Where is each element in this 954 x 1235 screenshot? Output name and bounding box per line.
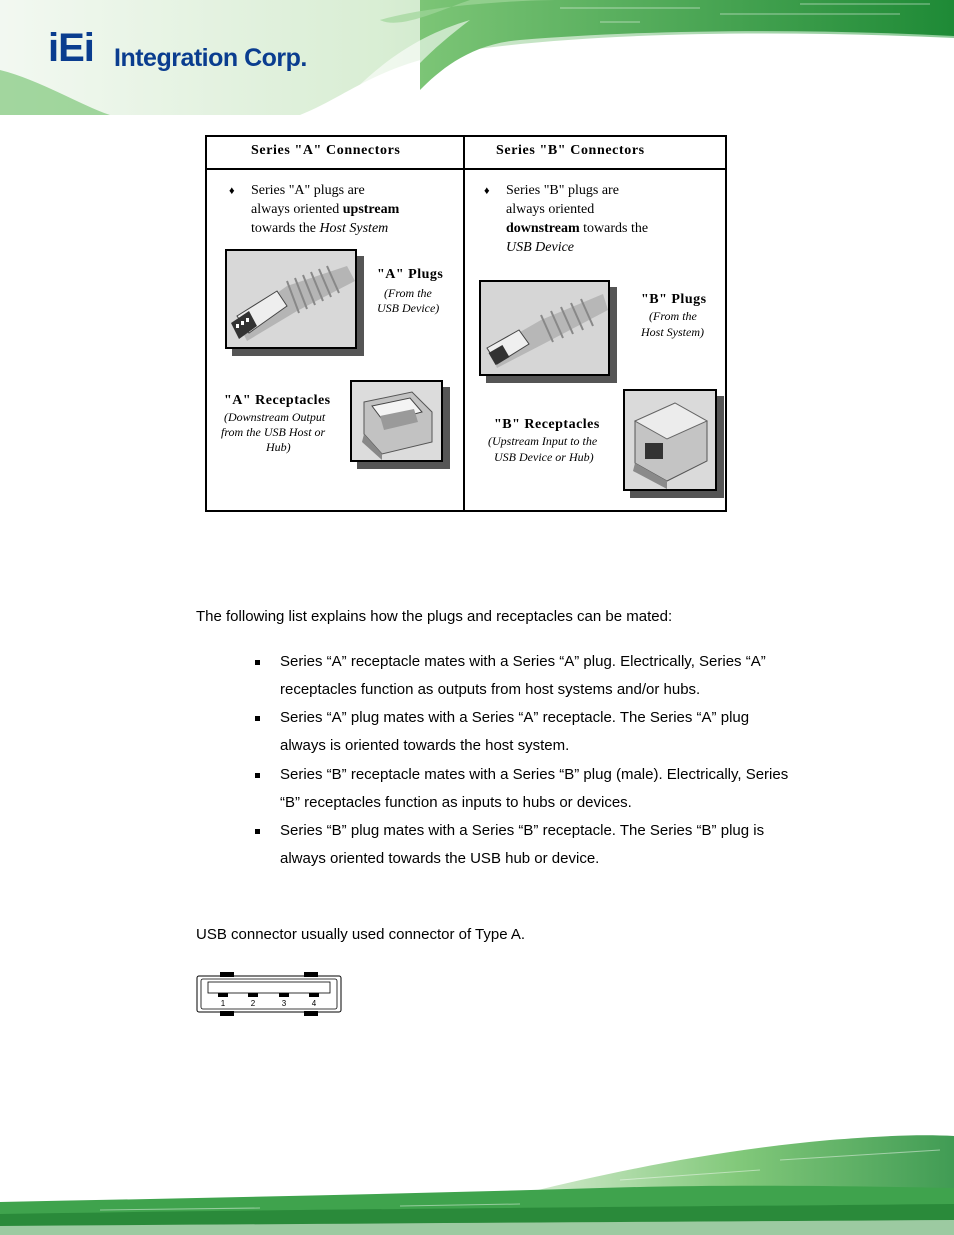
desc-text: always oriented [251, 202, 343, 217]
a-receptacle-photo [350, 380, 443, 462]
square-bullet-icon [255, 773, 260, 778]
intro-paragraph: The following list explains how the plugs and receptacles can be mated: [196, 608, 673, 625]
b-receptacle-sub: (Upstream Input to the [488, 434, 598, 448]
a-receptacle-image [352, 382, 441, 460]
list-line: Series “A” plug mates with a Series “A” receptacle. The Series “A” plug [280, 709, 750, 726]
b-receptacle-sub: USB Device or Hub) [494, 450, 594, 464]
figure-header-rule-right [463, 168, 727, 170]
a-plug-photo [225, 249, 357, 349]
pin-label: 1 [220, 999, 226, 1008]
pin-label: 4 [311, 999, 317, 1008]
list-line: always oriented towards the USB hub or device. [280, 850, 600, 867]
logo-mark: iEi [48, 26, 94, 70]
b-plug-photo [479, 280, 610, 376]
a-receptacle-sub: (Downstream Output [224, 410, 326, 424]
desc-line: always oriented [506, 202, 595, 217]
pin-label: 3 [281, 999, 287, 1008]
figure-divider [463, 135, 465, 512]
a-receptacle-title: "A" Receptacles [224, 393, 331, 408]
a-receptacle-sub: from the USB Host or [221, 425, 326, 439]
a-plug-sub: (From the [384, 286, 432, 300]
footer-banner [0, 1130, 954, 1235]
bullet-diamond-icon: ♦ [484, 185, 490, 197]
list-line: receptacles function as outputs from host systems and/or hubs. [280, 681, 701, 698]
desc-text: towards the [251, 221, 320, 236]
desc-line [251, 219, 399, 238]
b-plug-sub: (From the [649, 309, 697, 323]
b-receptacle-image [625, 391, 715, 489]
list-item [280, 761, 825, 817]
list-item [280, 648, 825, 704]
b-plug-sub: Host System) [641, 325, 704, 339]
list-line: always is oriented towards the host system. [280, 737, 570, 754]
b-plug-image [481, 282, 608, 374]
list-line: “B” receptacles function as inputs to hubs or devices. [280, 794, 632, 811]
pin-label: 2 [250, 999, 256, 1008]
desc-line [251, 200, 399, 219]
desc-bold: upstream [342, 202, 400, 217]
series-b-header: Series "B" Connectors [496, 143, 645, 158]
a-plug-sub: USB Device) [377, 301, 440, 315]
desc-line: Series "A" plugs are [251, 183, 365, 198]
b-receptacle-photo [623, 389, 717, 491]
a-plug-image [227, 251, 355, 347]
desc-bold: downstream [506, 221, 580, 236]
desc-text: towards the [579, 221, 649, 236]
desc-line [506, 219, 648, 238]
list-line: Series “A” receptacle mates with a Series “A” plug. Electrically, Series “A” [280, 653, 766, 670]
desc-italic: USB Device [506, 240, 575, 255]
a-receptacle-sub: Hub) [266, 440, 291, 454]
square-bullet-icon [255, 716, 260, 721]
list-line: Series “B” plug mates with a Series “B” receptacle. The Series “B” plug is [280, 822, 765, 839]
b-plug-title: "B" Plugs [641, 292, 707, 307]
list-item [280, 817, 825, 873]
type-a-note: USB connector usually used connector of Type A. [196, 926, 526, 943]
desc-line: Series "B" plugs are [506, 183, 619, 198]
desc-line [506, 238, 648, 257]
a-plug-title: "A" Plugs [377, 267, 444, 282]
b-receptacle-title: "B" Receptacles [494, 417, 600, 432]
bullet-diamond-icon: ♦ [229, 185, 235, 197]
logo-name: Integration Corp. [114, 44, 307, 72]
series-a-desc [251, 181, 399, 238]
series-b-desc [506, 181, 648, 257]
type-a-connector-diagram [196, 972, 342, 1016]
square-bullet-icon [255, 660, 260, 665]
series-a-header: Series "A" Connectors [251, 143, 401, 158]
desc-italic: Host System [319, 221, 389, 236]
square-bullet-icon [255, 829, 260, 834]
figure-header-rule-left [205, 168, 465, 170]
list-item [280, 704, 825, 760]
list-line: Series “B” receptacle mates with a Series “B” plug (male). Electrically, Series [280, 766, 789, 783]
